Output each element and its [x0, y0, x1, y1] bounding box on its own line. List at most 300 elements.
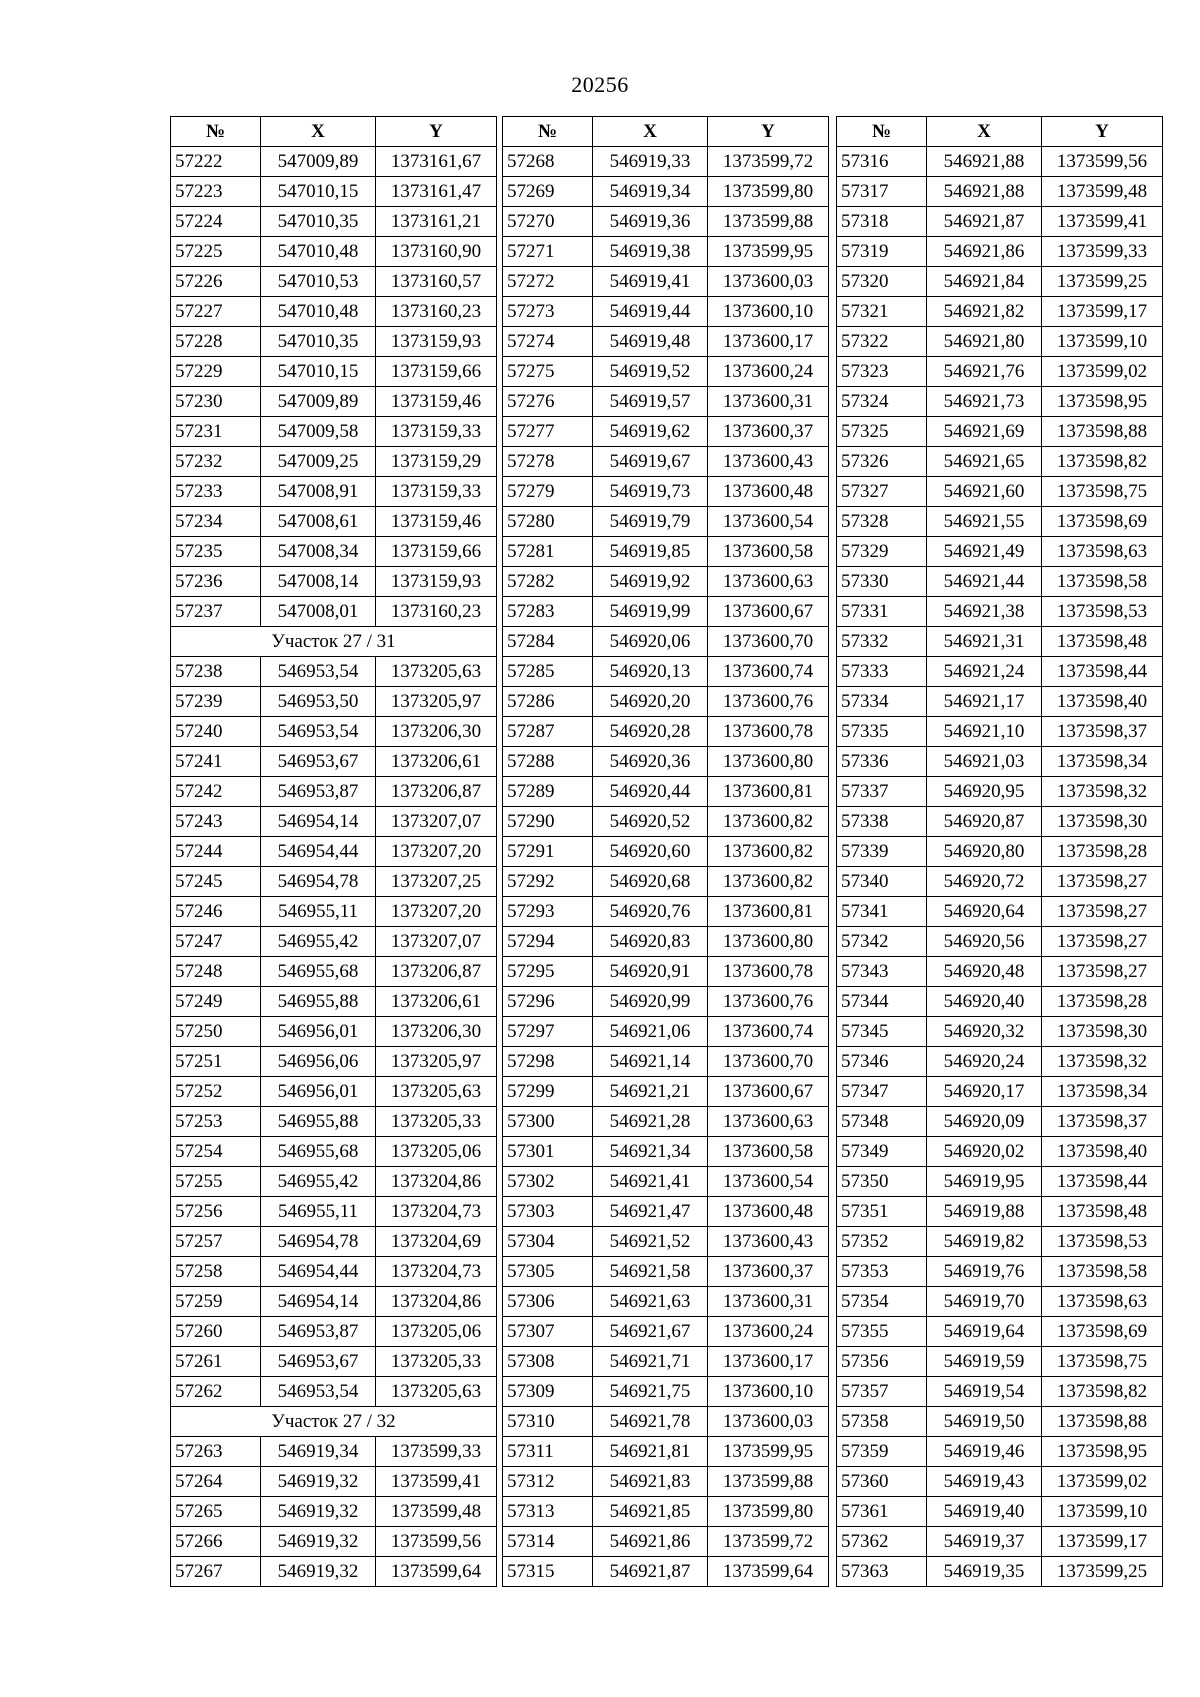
point-number-cell: 57281 — [503, 537, 593, 567]
y-coordinate-cell: 1373600,37 — [708, 417, 829, 447]
x-coordinate-cell: 546955,88 — [261, 987, 376, 1017]
table-row — [837, 1017, 1163, 1047]
y-coordinate-cell: 1373600,74 — [708, 657, 829, 687]
table-row — [503, 747, 829, 777]
point-number-cell: 57240 — [171, 717, 261, 747]
header-row — [503, 117, 829, 147]
y-coordinate-cell: 1373600,80 — [708, 927, 829, 957]
table-row — [171, 927, 497, 957]
table-row — [837, 687, 1163, 717]
x-coordinate-cell: 546920,20 — [593, 687, 708, 717]
table-row — [503, 627, 829, 657]
x-coordinate-cell: 546921,73 — [927, 387, 1042, 417]
section-title: Участок 27 / 32 — [171, 1407, 497, 1437]
y-coordinate-cell: 1373159,33 — [376, 417, 497, 447]
x-coordinate-cell: 547010,35 — [261, 327, 376, 357]
y-coordinate-cell: 1373205,63 — [376, 1377, 497, 1407]
y-coordinate-cell: 1373598,82 — [1042, 1377, 1163, 1407]
table-row — [171, 837, 497, 867]
point-number-cell: 57242 — [171, 777, 261, 807]
x-coordinate-cell: 546919,95 — [927, 1167, 1042, 1197]
table-row — [837, 1557, 1163, 1587]
point-number-cell: 57313 — [503, 1497, 593, 1527]
point-number-cell: 57243 — [171, 807, 261, 837]
table-row — [503, 1257, 829, 1287]
y-coordinate-cell: 1373600,37 — [708, 1257, 829, 1287]
x-coordinate-cell: 546919,88 — [927, 1197, 1042, 1227]
x-coordinate-cell: 547010,48 — [261, 297, 376, 327]
point-number-cell: 57358 — [837, 1407, 927, 1437]
y-coordinate-cell: 1373161,67 — [376, 147, 497, 177]
table-row — [837, 327, 1163, 357]
point-number-cell: 57317 — [837, 177, 927, 207]
table-row — [837, 537, 1163, 567]
y-coordinate-cell: 1373598,27 — [1042, 927, 1163, 957]
point-number-cell: 57222 — [171, 147, 261, 177]
x-coordinate-cell: 547010,15 — [261, 357, 376, 387]
y-coordinate-cell: 1373599,02 — [1042, 357, 1163, 387]
x-coordinate-cell: 546954,78 — [261, 867, 376, 897]
point-number-cell: 57308 — [503, 1347, 593, 1377]
x-coordinate-cell: 546954,14 — [261, 807, 376, 837]
table-row — [171, 537, 497, 567]
y-coordinate-cell: 1373206,87 — [376, 777, 497, 807]
x-coordinate-cell: 547008,34 — [261, 537, 376, 567]
point-number-cell: 57351 — [837, 1197, 927, 1227]
x-coordinate-cell: 546956,06 — [261, 1047, 376, 1077]
x-coordinate-cell: 546953,67 — [261, 747, 376, 777]
x-coordinate-cell: 546919,32 — [261, 1527, 376, 1557]
point-number-cell: 57265 — [171, 1497, 261, 1527]
x-coordinate-cell: 546919,76 — [927, 1257, 1042, 1287]
y-coordinate-cell: 1373204,86 — [376, 1287, 497, 1317]
point-number-cell: 57302 — [503, 1167, 593, 1197]
table-row — [171, 747, 497, 777]
point-number-cell: 57322 — [837, 327, 927, 357]
y-coordinate-cell: 1373600,03 — [708, 267, 829, 297]
y-coordinate-cell: 1373206,87 — [376, 957, 497, 987]
point-number-cell: 57252 — [171, 1077, 261, 1107]
table-row — [837, 837, 1163, 867]
table-row — [837, 1497, 1163, 1527]
point-number-cell: 57233 — [171, 477, 261, 507]
x-coordinate-cell: 546919,62 — [593, 417, 708, 447]
point-number-cell: 57349 — [837, 1137, 927, 1167]
y-coordinate-cell: 1373599,48 — [376, 1497, 497, 1527]
point-number-cell: 57359 — [837, 1437, 927, 1467]
x-coordinate-cell: 546920,87 — [927, 807, 1042, 837]
point-number-cell: 57319 — [837, 237, 927, 267]
y-coordinate-cell: 1373599,95 — [708, 237, 829, 267]
table-row — [171, 1347, 497, 1377]
y-coordinate-cell: 1373600,63 — [708, 567, 829, 597]
x-coordinate-cell: 546921,55 — [927, 507, 1042, 537]
table-row — [171, 327, 497, 357]
point-number-cell: 57264 — [171, 1467, 261, 1497]
table-row — [171, 387, 497, 417]
y-coordinate-cell: 1373598,32 — [1042, 1047, 1163, 1077]
x-coordinate-cell: 546920,28 — [593, 717, 708, 747]
section-row — [171, 627, 497, 657]
x-coordinate-cell: 546921,75 — [593, 1377, 708, 1407]
point-number-cell: 57288 — [503, 747, 593, 777]
table-row — [171, 867, 497, 897]
point-number-cell: 57342 — [837, 927, 927, 957]
table-row — [503, 147, 829, 177]
y-coordinate-cell: 1373598,27 — [1042, 897, 1163, 927]
x-coordinate-cell: 546919,70 — [927, 1287, 1042, 1317]
x-coordinate-cell: 546921,67 — [593, 1317, 708, 1347]
table-row — [503, 987, 829, 1017]
point-number-cell: 57332 — [837, 627, 927, 657]
y-coordinate-cell: 1373205,06 — [376, 1317, 497, 1347]
y-coordinate-cell: 1373205,63 — [376, 657, 497, 687]
x-coordinate-cell: 546921,76 — [927, 357, 1042, 387]
point-number-cell: 57362 — [837, 1527, 927, 1557]
point-number-cell: 57340 — [837, 867, 927, 897]
point-number-cell: 57309 — [503, 1377, 593, 1407]
point-number-cell: 57295 — [503, 957, 593, 987]
point-number-cell: 57336 — [837, 747, 927, 777]
point-number-cell: 57289 — [503, 777, 593, 807]
point-number-cell: 57237 — [171, 597, 261, 627]
point-number-cell: 57325 — [837, 417, 927, 447]
table-row — [503, 1407, 829, 1437]
y-coordinate-cell: 1373207,20 — [376, 837, 497, 867]
table-row — [837, 1167, 1163, 1197]
y-coordinate-cell: 1373600,43 — [708, 1227, 829, 1257]
y-coordinate-cell: 1373205,97 — [376, 687, 497, 717]
point-number-cell: 57327 — [837, 477, 927, 507]
table-row — [171, 417, 497, 447]
point-number-cell: 57226 — [171, 267, 261, 297]
table-row — [171, 267, 497, 297]
x-coordinate-cell: 546920,83 — [593, 927, 708, 957]
x-coordinate-cell: 546919,85 — [593, 537, 708, 567]
point-number-cell: 57234 — [171, 507, 261, 537]
x-coordinate-cell: 546919,92 — [593, 567, 708, 597]
table-row — [837, 957, 1163, 987]
y-coordinate-cell: 1373600,10 — [708, 297, 829, 327]
y-coordinate-cell: 1373598,32 — [1042, 777, 1163, 807]
table-row — [171, 1077, 497, 1107]
table-row — [171, 1527, 497, 1557]
point-number-cell: 57247 — [171, 927, 261, 957]
y-coordinate-cell: 1373160,57 — [376, 267, 497, 297]
table-row — [837, 747, 1163, 777]
table-row — [171, 1047, 497, 1077]
point-number-cell: 57299 — [503, 1077, 593, 1107]
point-number-cell: 57345 — [837, 1017, 927, 1047]
point-number-cell: 57298 — [503, 1047, 593, 1077]
point-number-cell: 57339 — [837, 837, 927, 867]
table-row — [837, 897, 1163, 927]
x-coordinate-cell: 546921,83 — [593, 1467, 708, 1497]
table-row — [837, 1437, 1163, 1467]
table-row — [171, 1377, 497, 1407]
x-coordinate-cell: 546956,01 — [261, 1017, 376, 1047]
table-row — [171, 177, 497, 207]
point-number-cell: 57343 — [837, 957, 927, 987]
point-number-cell: 57241 — [171, 747, 261, 777]
table-row — [837, 987, 1163, 1017]
table-row — [503, 327, 829, 357]
point-number-cell: 57347 — [837, 1077, 927, 1107]
point-number-cell: 57294 — [503, 927, 593, 957]
coordinates-table-1 — [170, 116, 497, 1587]
y-coordinate-cell: 1373600,67 — [708, 597, 829, 627]
table-row — [503, 237, 829, 267]
table-row — [503, 1017, 829, 1047]
y-coordinate-cell: 1373598,69 — [1042, 1317, 1163, 1347]
x-coordinate-cell: 546921,78 — [593, 1407, 708, 1437]
point-number-cell: 57310 — [503, 1407, 593, 1437]
table-body — [171, 147, 497, 1587]
point-number-cell: 57230 — [171, 387, 261, 417]
x-coordinate-cell: 546921,21 — [593, 1077, 708, 1107]
x-coordinate-cell: 546920,80 — [927, 837, 1042, 867]
x-coordinate-cell: 546919,35 — [927, 1557, 1042, 1587]
point-number-cell: 57251 — [171, 1047, 261, 1077]
point-number-cell: 57285 — [503, 657, 593, 687]
y-coordinate-cell: 1373598,75 — [1042, 477, 1163, 507]
y-coordinate-cell: 1373159,66 — [376, 357, 497, 387]
point-number-cell: 57346 — [837, 1047, 927, 1077]
table-row — [503, 1437, 829, 1467]
point-number-cell: 57291 — [503, 837, 593, 867]
table-row — [503, 1557, 829, 1587]
table-row — [837, 447, 1163, 477]
x-coordinate-cell: 546920,32 — [927, 1017, 1042, 1047]
table-row — [503, 807, 829, 837]
coordinates-table-2 — [502, 116, 829, 1587]
x-coordinate-cell: 546921,86 — [593, 1527, 708, 1557]
y-coordinate-cell: 1373600,70 — [708, 1047, 829, 1077]
point-number-cell: 57290 — [503, 807, 593, 837]
y-coordinate-cell: 1373600,81 — [708, 777, 829, 807]
table-row — [837, 477, 1163, 507]
point-number-cell: 57261 — [171, 1347, 261, 1377]
y-coordinate-cell: 1373598,44 — [1042, 1167, 1163, 1197]
x-coordinate-cell: 546921,63 — [593, 1287, 708, 1317]
table-row — [837, 1467, 1163, 1497]
y-coordinate-cell: 1373600,24 — [708, 357, 829, 387]
x-coordinate-cell: 546955,68 — [261, 1137, 376, 1167]
point-number-cell: 57267 — [171, 1557, 261, 1587]
column-header-x: X — [927, 117, 1042, 147]
y-coordinate-cell: 1373600,76 — [708, 687, 829, 717]
x-coordinate-cell: 546955,42 — [261, 927, 376, 957]
y-coordinate-cell: 1373598,58 — [1042, 1257, 1163, 1287]
table-row — [171, 717, 497, 747]
point-number-cell: 57318 — [837, 207, 927, 237]
x-coordinate-cell: 546920,24 — [927, 1047, 1042, 1077]
y-coordinate-cell: 1373159,46 — [376, 507, 497, 537]
y-coordinate-cell: 1373600,74 — [708, 1017, 829, 1047]
y-coordinate-cell: 1373600,58 — [708, 537, 829, 567]
x-coordinate-cell: 546955,88 — [261, 1107, 376, 1137]
table-row — [837, 567, 1163, 597]
x-coordinate-cell: 546921,87 — [927, 207, 1042, 237]
point-number-cell: 57341 — [837, 897, 927, 927]
table-row — [503, 297, 829, 327]
table-row — [503, 1287, 829, 1317]
x-coordinate-cell: 546920,40 — [927, 987, 1042, 1017]
point-number-cell: 57231 — [171, 417, 261, 447]
table-body — [837, 147, 1163, 1587]
x-coordinate-cell: 546921,58 — [593, 1257, 708, 1287]
table-row — [171, 237, 497, 267]
table-body — [503, 147, 829, 1587]
x-coordinate-cell: 546920,56 — [927, 927, 1042, 957]
point-number-cell: 57273 — [503, 297, 593, 327]
point-number-cell: 57271 — [503, 237, 593, 267]
y-coordinate-cell: 1373600,80 — [708, 747, 829, 777]
point-number-cell: 57236 — [171, 567, 261, 597]
point-number-cell: 57315 — [503, 1557, 593, 1587]
table-row — [837, 777, 1163, 807]
point-number-cell: 57329 — [837, 537, 927, 567]
table-row — [171, 147, 497, 177]
point-number-cell: 57263 — [171, 1437, 261, 1467]
point-number-cell: 57277 — [503, 417, 593, 447]
table-row — [503, 1347, 829, 1377]
table-row — [171, 1467, 497, 1497]
y-coordinate-cell: 1373599,64 — [376, 1557, 497, 1587]
point-number-cell: 57354 — [837, 1287, 927, 1317]
y-coordinate-cell: 1373600,31 — [708, 1287, 829, 1317]
x-coordinate-cell: 546921,41 — [593, 1167, 708, 1197]
y-coordinate-cell: 1373598,58 — [1042, 567, 1163, 597]
y-coordinate-cell: 1373600,58 — [708, 1137, 829, 1167]
y-coordinate-cell: 1373598,53 — [1042, 597, 1163, 627]
table-row — [171, 1287, 497, 1317]
x-coordinate-cell: 546919,37 — [927, 1527, 1042, 1557]
point-number-cell: 57324 — [837, 387, 927, 417]
table-header — [171, 117, 497, 147]
table-row — [171, 597, 497, 627]
point-number-cell: 57248 — [171, 957, 261, 987]
point-number-cell: 57320 — [837, 267, 927, 297]
x-coordinate-cell: 546921,71 — [593, 1347, 708, 1377]
y-coordinate-cell: 1373204,86 — [376, 1167, 497, 1197]
y-coordinate-cell: 1373600,76 — [708, 987, 829, 1017]
y-coordinate-cell: 1373600,78 — [708, 717, 829, 747]
y-coordinate-cell: 1373159,46 — [376, 387, 497, 417]
point-number-cell: 57266 — [171, 1527, 261, 1557]
y-coordinate-cell: 1373599,80 — [708, 177, 829, 207]
x-coordinate-cell: 546920,64 — [927, 897, 1042, 927]
table-row — [837, 627, 1163, 657]
y-coordinate-cell: 1373599,56 — [1042, 147, 1163, 177]
point-number-cell: 57344 — [837, 987, 927, 1017]
table-row — [503, 1317, 829, 1347]
section-row — [171, 1407, 497, 1437]
x-coordinate-cell: 546955,11 — [261, 897, 376, 927]
table-row — [503, 657, 829, 687]
column-header-y: Y — [1042, 117, 1163, 147]
y-coordinate-cell: 1373600,54 — [708, 1167, 829, 1197]
point-number-cell: 57355 — [837, 1317, 927, 1347]
table-row — [503, 267, 829, 297]
y-coordinate-cell: 1373598,63 — [1042, 537, 1163, 567]
column-header-y: Y — [708, 117, 829, 147]
x-coordinate-cell: 546919,44 — [593, 297, 708, 327]
x-coordinate-cell: 547009,89 — [261, 387, 376, 417]
table-row — [171, 1017, 497, 1047]
table-row — [503, 387, 829, 417]
point-number-cell: 57255 — [171, 1167, 261, 1197]
column-header-number: № — [837, 117, 927, 147]
x-coordinate-cell: 546919,99 — [593, 597, 708, 627]
point-number-cell: 57333 — [837, 657, 927, 687]
table-row — [837, 1047, 1163, 1077]
x-coordinate-cell: 546921,80 — [927, 327, 1042, 357]
table-row — [171, 777, 497, 807]
y-coordinate-cell: 1373599,48 — [1042, 177, 1163, 207]
table-row — [837, 1197, 1163, 1227]
table-row — [171, 1257, 497, 1287]
x-coordinate-cell: 546919,32 — [261, 1467, 376, 1497]
y-coordinate-cell: 1373599,41 — [376, 1467, 497, 1497]
table-row — [171, 207, 497, 237]
table-row — [503, 417, 829, 447]
point-number-cell: 57357 — [837, 1377, 927, 1407]
y-coordinate-cell: 1373599,41 — [1042, 207, 1163, 237]
x-coordinate-cell: 546919,40 — [927, 1497, 1042, 1527]
point-number-cell: 57284 — [503, 627, 593, 657]
y-coordinate-cell: 1373599,17 — [1042, 1527, 1163, 1557]
y-coordinate-cell: 1373599,25 — [1042, 1557, 1163, 1587]
point-number-cell: 57232 — [171, 447, 261, 477]
point-number-cell: 57256 — [171, 1197, 261, 1227]
y-coordinate-cell: 1373159,93 — [376, 567, 497, 597]
x-coordinate-cell: 546954,78 — [261, 1227, 376, 1257]
x-coordinate-cell: 546920,99 — [593, 987, 708, 1017]
table-row — [171, 657, 497, 687]
x-coordinate-cell: 546953,67 — [261, 1347, 376, 1377]
y-coordinate-cell: 1373204,73 — [376, 1197, 497, 1227]
table-row — [503, 867, 829, 897]
x-coordinate-cell: 546919,34 — [593, 177, 708, 207]
x-coordinate-cell: 546920,36 — [593, 747, 708, 777]
point-number-cell: 57229 — [171, 357, 261, 387]
y-coordinate-cell: 1373160,23 — [376, 597, 497, 627]
y-coordinate-cell: 1373600,43 — [708, 447, 829, 477]
x-coordinate-cell: 547010,35 — [261, 207, 376, 237]
point-number-cell: 57328 — [837, 507, 927, 537]
table-row — [503, 1167, 829, 1197]
point-number-cell: 57272 — [503, 267, 593, 297]
table-row — [837, 1527, 1163, 1557]
y-coordinate-cell: 1373161,47 — [376, 177, 497, 207]
y-coordinate-cell: 1373598,69 — [1042, 507, 1163, 537]
x-coordinate-cell: 546919,50 — [927, 1407, 1042, 1437]
table-row — [837, 1287, 1163, 1317]
y-coordinate-cell: 1373598,88 — [1042, 417, 1163, 447]
y-coordinate-cell: 1373160,23 — [376, 297, 497, 327]
point-number-cell: 57253 — [171, 1107, 261, 1137]
y-coordinate-cell: 1373599,72 — [708, 147, 829, 177]
y-coordinate-cell: 1373599,33 — [1042, 237, 1163, 267]
y-coordinate-cell: 1373599,72 — [708, 1527, 829, 1557]
table-header — [503, 117, 829, 147]
x-coordinate-cell: 546919,33 — [593, 147, 708, 177]
x-coordinate-cell: 546919,48 — [593, 327, 708, 357]
point-number-cell: 57306 — [503, 1287, 593, 1317]
column-header-x: X — [261, 117, 376, 147]
point-number-cell: 57238 — [171, 657, 261, 687]
